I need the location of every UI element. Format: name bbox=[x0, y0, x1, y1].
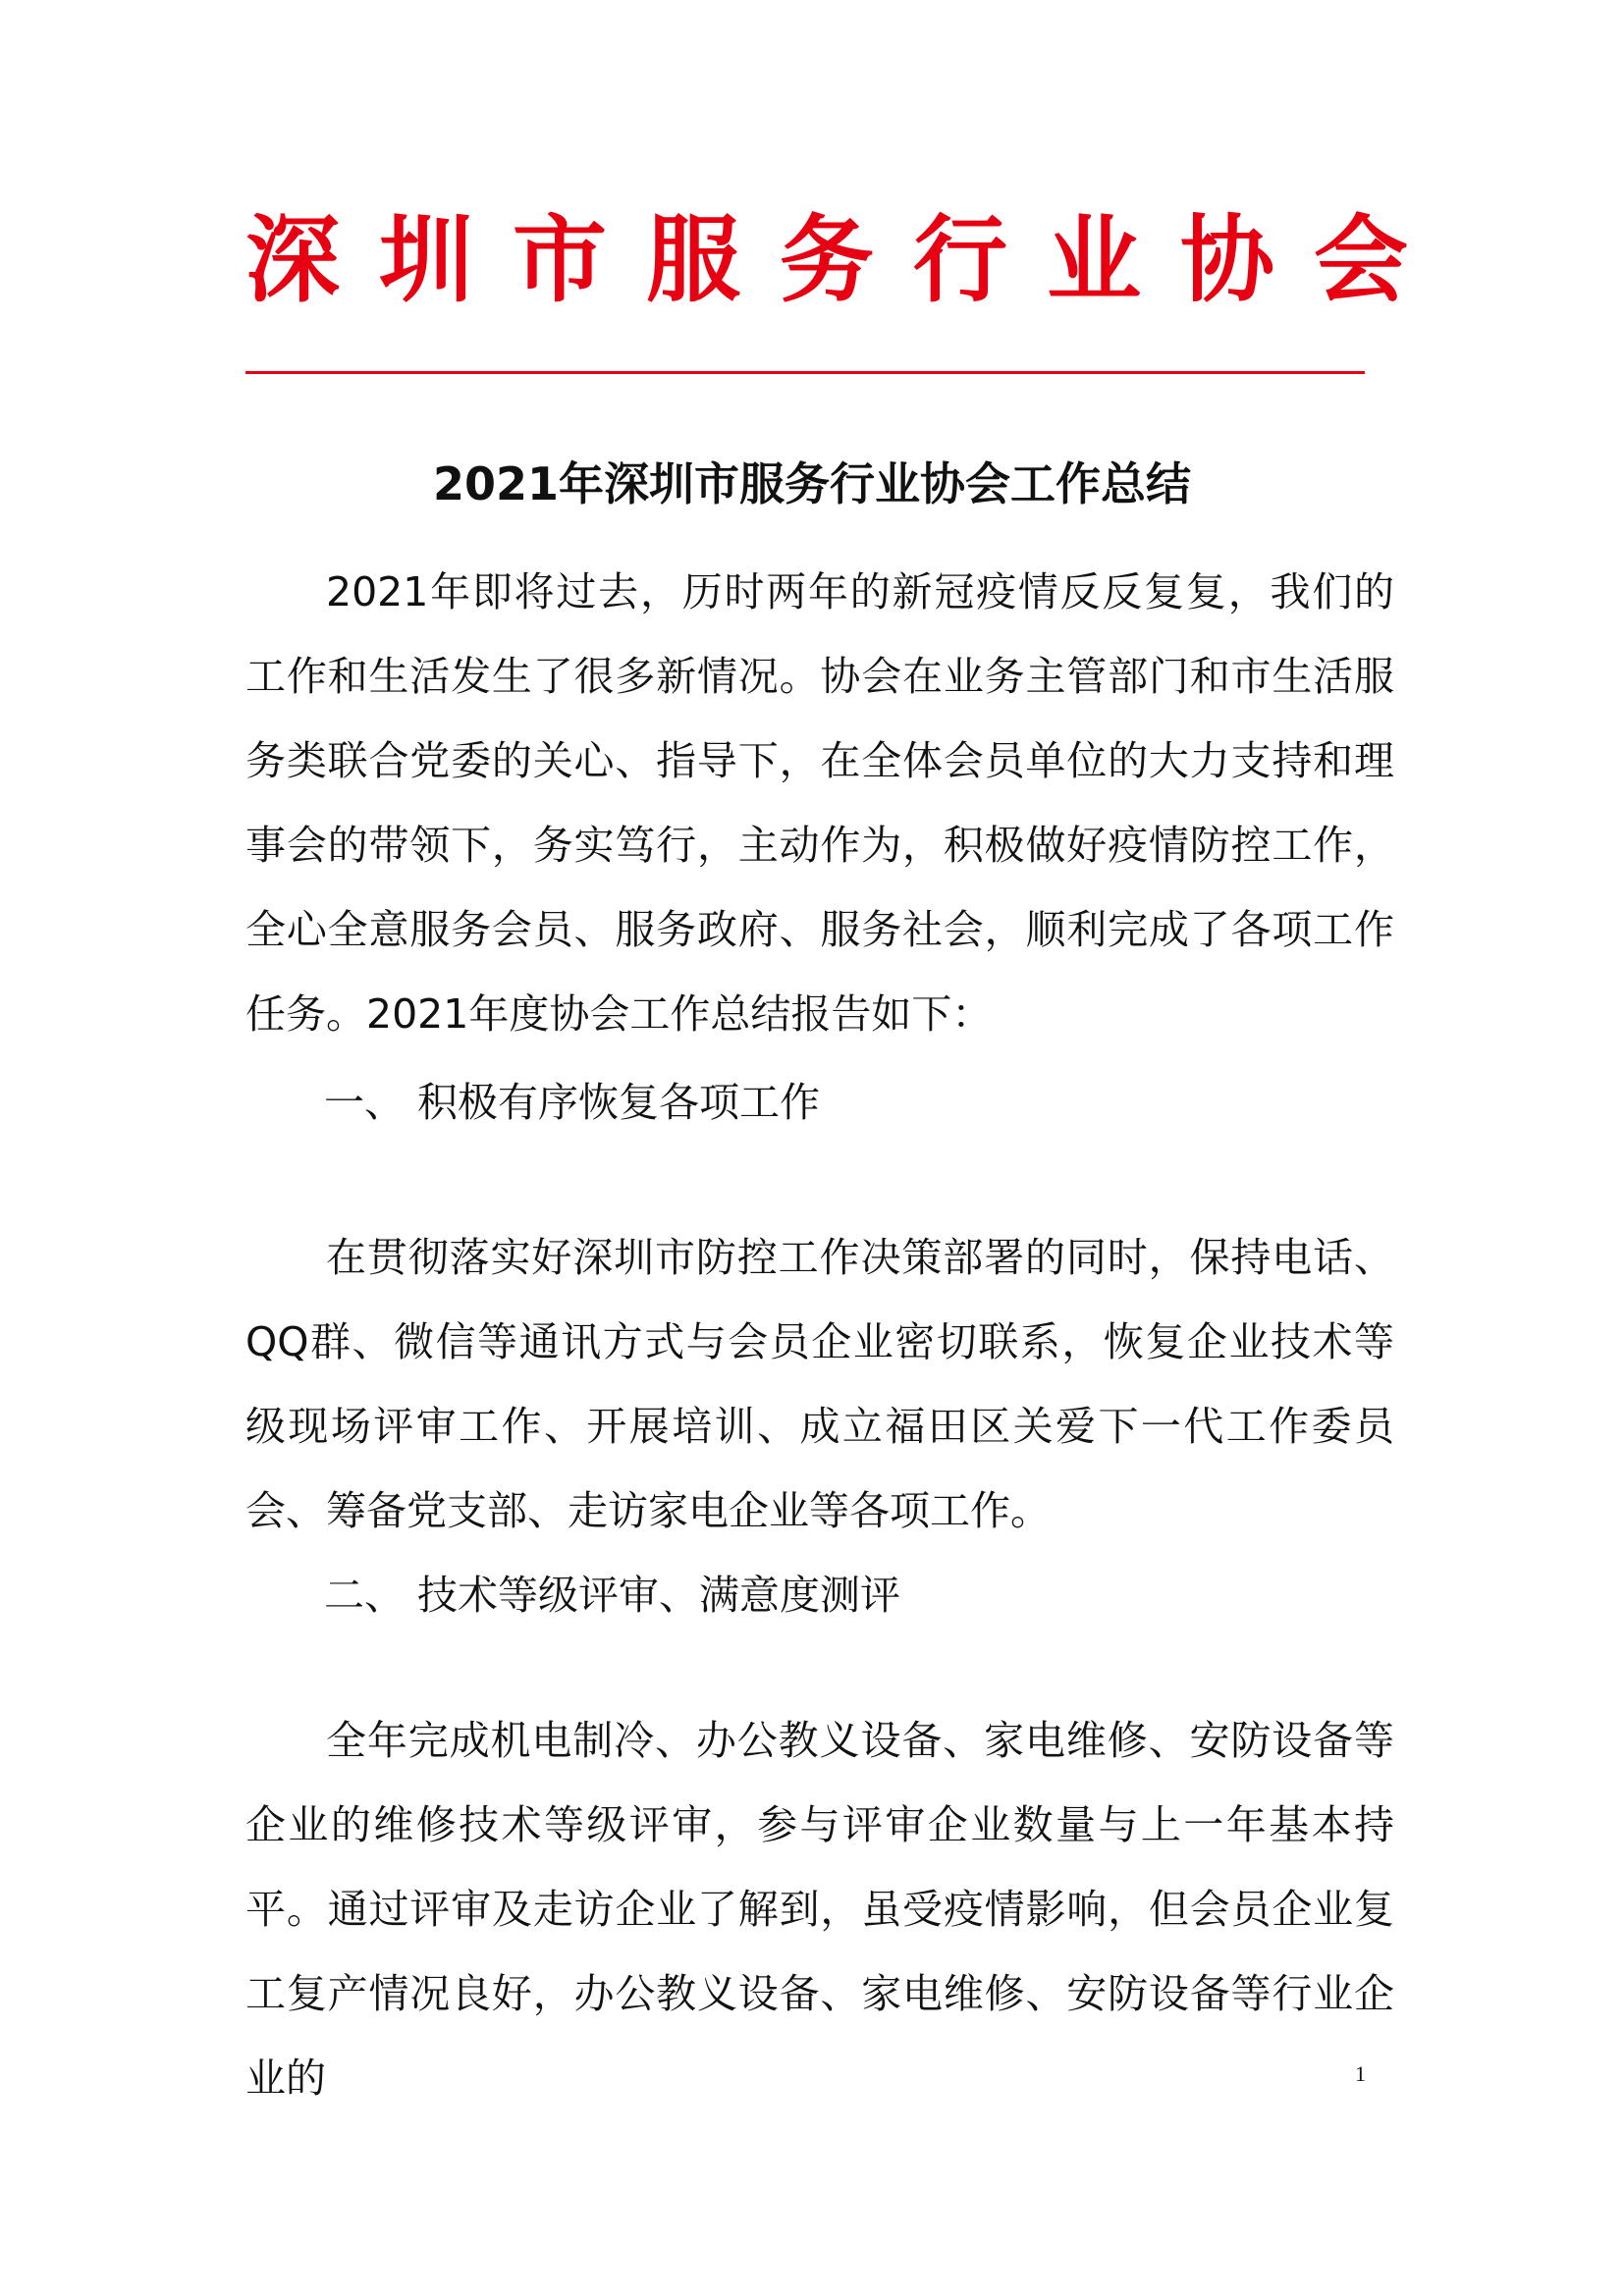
document-title: 2021年深圳市服务行业协会工作总结 bbox=[432, 457, 1192, 510]
section-heading-2: 二、 技术等级评审、满意度测评 bbox=[324, 1572, 901, 1619]
section-body-2: 全年完成机电制冷、办公教义设备、家电维修、安防设备等企业的维修技术等级评审，参与评审企业数量与上一年基本持平。通过评审及走访企业了解到，虽受疫情影响，但会员企业复工复产情况良好，办公教义设备、家电维修、安防设备等行业企业的 bbox=[245, 1717, 1394, 2102]
organization-header: 深圳市服务行业协会 bbox=[245, 204, 1447, 315]
intro-paragraph: 2021年即将过去，历时两年的新冠疫情反反复复，我们的工作和生活发生了很多新情况。协会在业务主管部门和市生活服务类联合党委的关心、指导下，在全体会员单位的大力支持和理事会的带领下，务实笃行，主动作为，积极做好疫情防控工作，全心全意服务会员、服务政府、服务社会，顺利完成了各项工作任务。2021年度协会工作总结报告如下： bbox=[245, 568, 1394, 1038]
section-heading-1: 一、 积极有序恢复各项工作 bbox=[324, 1079, 821, 1126]
page-number: 1 bbox=[1355, 2061, 1366, 2086]
header-divider bbox=[245, 371, 1365, 374]
section-body-1: 在贯彻落实好深圳市防控工作决策部署的同时，保持电话、QQ群、微信等通讯方式与会员企业密切联系，恢复企业技术等级现场评审工作、开展培训、成立福田区关爱下一代工作委员会、筹备党支部、走访家电企业等各项工作。 bbox=[245, 1234, 1394, 1534]
